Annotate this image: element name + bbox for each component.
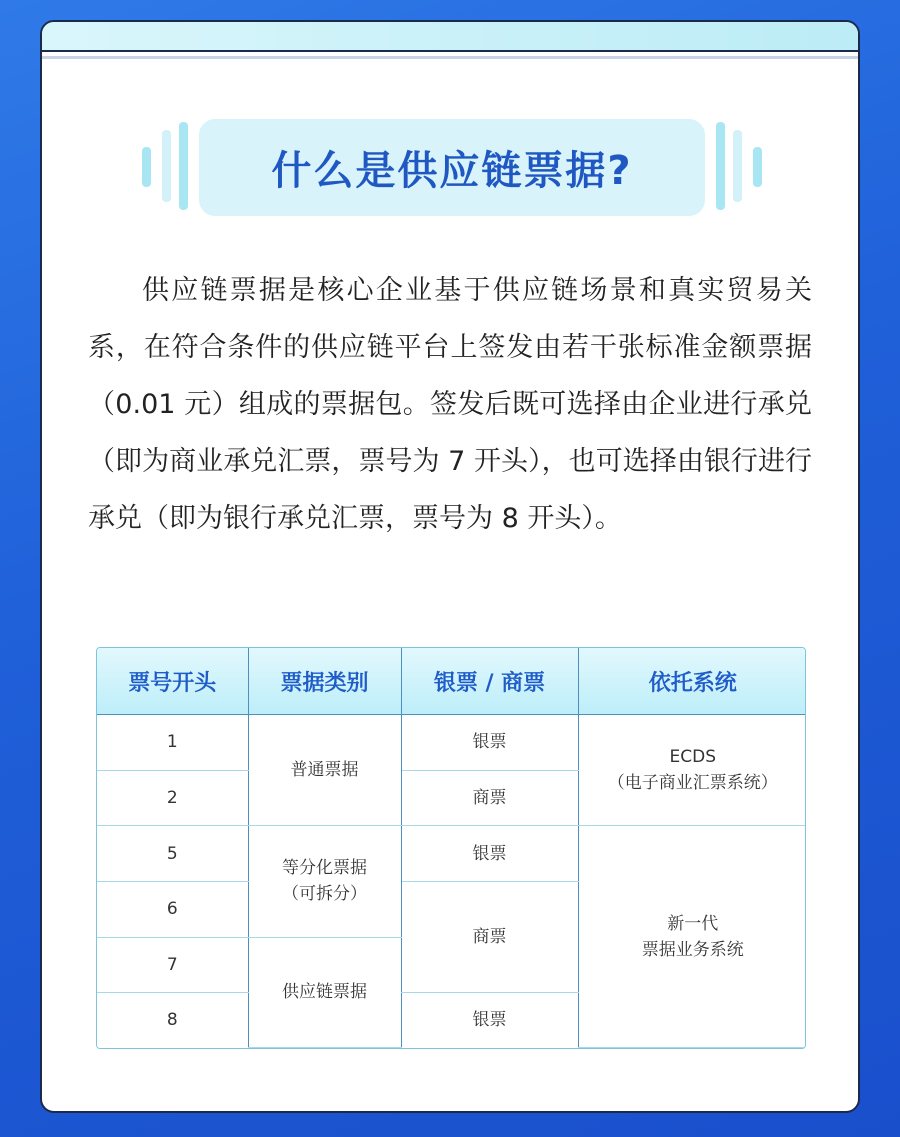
decor-bar-right-3 xyxy=(753,147,762,187)
system-new-line2: 票据业务系统 xyxy=(641,939,744,960)
prefix-cell: 1 xyxy=(97,715,248,771)
type-cell: 商票 xyxy=(401,881,578,992)
system-ecds-desc: （电子商业汇票系统） xyxy=(607,773,778,794)
system-ecds-name: ECDS xyxy=(669,747,716,768)
title-box xyxy=(199,119,705,216)
system-cell-new xyxy=(578,826,806,1048)
header-prefix: 票号开头 xyxy=(97,648,248,715)
prefix-cell: 6 xyxy=(97,881,248,937)
category-cell xyxy=(248,826,401,937)
category-cell: 供应链票据 xyxy=(248,937,401,1047)
decor-bar-left-2 xyxy=(162,130,171,202)
card-divider xyxy=(42,56,858,59)
system-new-line1: 新一代 xyxy=(667,913,719,934)
decor-bar-left-3 xyxy=(179,122,188,210)
table-header-row xyxy=(97,648,806,715)
system-cell-ecds xyxy=(578,715,806,826)
table-row xyxy=(97,826,806,882)
header-category: 票据类别 xyxy=(248,648,401,715)
prefix-cell: 8 xyxy=(97,993,248,1048)
header-system: 依托系统 xyxy=(578,648,806,715)
intro-paragraph: 供应链票据是核心企业基于供应链场景和真实贸易关系，在符合条件的供应链平台上签发由若干张标准金额票据（0.01 元）组成的票据包。签发后既可选择由企业进行承兑（即为商业承兑汇票，票号为 7 开头），也可选择由银行进行承兑（即为银行承兑汇票，票号为 8 开头）。 xyxy=(88,275,812,534)
decor-bar-right-1 xyxy=(716,122,725,210)
category-split-note: （可拆分） xyxy=(282,884,367,905)
type-cell: 银票 xyxy=(401,715,578,771)
header-type: 银票 / 商票 xyxy=(401,648,578,715)
prefix-cell: 5 xyxy=(97,826,248,882)
card-header-band xyxy=(42,22,858,52)
decor-bar-right-2 xyxy=(733,130,742,202)
table-row xyxy=(97,715,806,771)
prefix-cell: 2 xyxy=(97,770,248,826)
content-card xyxy=(40,20,860,1113)
decor-bar-left-1 xyxy=(142,147,151,187)
bill-table xyxy=(96,647,806,1049)
type-cell: 商票 xyxy=(401,770,578,826)
prefix-cell: 7 xyxy=(97,937,248,993)
category-cell: 普通票据 xyxy=(248,715,401,826)
page-title: 什么是供应链票据? xyxy=(271,148,633,194)
type-cell: 银票 xyxy=(401,826,578,882)
type-cell: 银票 xyxy=(401,993,578,1048)
category-split-name: 等分化票据 xyxy=(282,858,367,879)
